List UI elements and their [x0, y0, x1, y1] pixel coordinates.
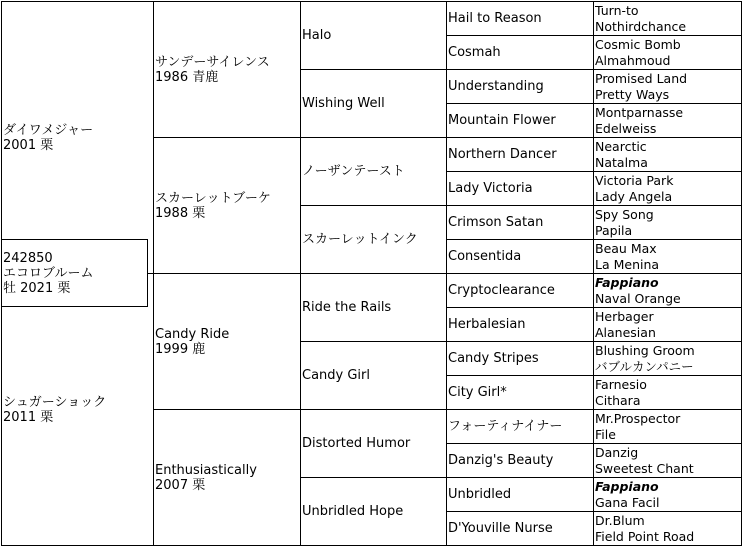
gen5-cell [593, 239, 742, 274]
gen4-cell [446, 409, 594, 444]
gen5-cell [593, 273, 742, 308]
gen4-cell [446, 307, 594, 342]
horse-name: Danzig's Beauty [448, 453, 554, 468]
horse-name: ノーザンテースト [302, 164, 405, 179]
gen4-cell [446, 103, 594, 138]
horse-name: File [595, 427, 616, 442]
sire-dam-cell [1, 273, 154, 546]
gen4-cell [446, 69, 594, 104]
horse-name: シュガーショック [3, 394, 107, 410]
horse-name: Nearctic [595, 139, 647, 154]
gen4-cell [446, 341, 594, 376]
horse-name: スカーレットインク [302, 232, 418, 247]
horse-name: Fappiano [595, 479, 659, 494]
horse-name: Danzig [595, 445, 639, 460]
gen3-cell [300, 409, 447, 478]
gen4-cell [446, 1, 594, 36]
gen5-cell [593, 35, 742, 70]
horse-name: Herbalesian [448, 317, 526, 332]
horse-name: Montparnasse [595, 105, 684, 120]
horse-name: Hail to Reason [448, 11, 542, 26]
horse-name: Sweetest Chant [595, 461, 694, 476]
grandparent-cell [153, 137, 301, 274]
horse-name: Candy Stripes [448, 351, 539, 366]
horse-info: 1986 青鹿 [155, 69, 219, 85]
gen5-cell [593, 341, 742, 376]
sire-dam-cell [1, 1, 154, 274]
gen4-cell [446, 239, 594, 274]
horse-info: 2011 栗 [3, 409, 54, 425]
horse-name: Enthusiastically [155, 462, 257, 478]
horse-name: Spy Song [595, 207, 654, 222]
gen4-cell [446, 137, 594, 172]
horse-name: Northern Dancer [448, 147, 557, 162]
horse-name: Unbridled [448, 487, 512, 502]
gen5-cell [593, 477, 742, 512]
subject-name: エコロブルーム [3, 265, 94, 281]
horse-name: Nothirdchance [595, 19, 687, 34]
horse-name: Naval Orange [595, 291, 681, 306]
gen4-cell [446, 205, 594, 240]
horse-name: Consentida [448, 249, 522, 264]
horse-name: Mountain Flower [448, 113, 556, 128]
gen5-cell [593, 205, 742, 240]
horse-name: Cosmah [448, 45, 501, 60]
gen5-cell [593, 171, 742, 206]
gen3-cell [300, 137, 447, 206]
horse-name: Wishing Well [302, 96, 385, 111]
horse-name: Lady Victoria [448, 181, 533, 196]
horse-info: 1988 栗 [155, 205, 206, 221]
horse-name: Dr.Blum [595, 513, 645, 528]
gen5-cell [593, 375, 742, 410]
horse-name: Candy Ride [155, 326, 230, 342]
horse-name: Papila [595, 223, 633, 238]
horse-name: Alanesian [595, 325, 656, 340]
horse-name: Cryptoclearance [448, 283, 555, 298]
gen3-cell [300, 477, 447, 546]
gen3-cell [300, 69, 447, 138]
gen5-cell [593, 137, 742, 172]
gen5-cell [593, 69, 742, 104]
gen5-cell [593, 409, 742, 444]
horse-name: Victoria Park [595, 173, 674, 188]
horse-name: サンデーサイレンス [155, 54, 270, 70]
grandparent-cell [153, 1, 301, 138]
horse-name: Beau Max [595, 241, 657, 256]
horse-name: Natalma [595, 155, 648, 170]
horse-name: Ride the Rails [302, 300, 392, 315]
gen3-cell [300, 341, 447, 410]
horse-name: Turn-to [595, 3, 639, 18]
horse-name: D'Youville Nurse [448, 521, 553, 536]
horse-info: 2001 栗 [3, 137, 54, 153]
horse-info: 1999 鹿 [155, 341, 206, 357]
gen5-cell [593, 1, 742, 36]
horse-name: La Menina [595, 257, 660, 272]
horse-name: Almahmoud [595, 53, 671, 68]
horse-name: Cosmic Bomb [595, 37, 681, 52]
gen5-cell [593, 511, 742, 546]
gen3-cell [300, 273, 447, 342]
gen4-cell [446, 273, 594, 308]
gen4-cell [446, 511, 594, 546]
horse-name: Lady Angela [595, 189, 673, 204]
subject-cell [1, 239, 148, 307]
horse-name: Candy Girl [302, 368, 371, 383]
horse-name: Herbager [595, 309, 654, 324]
horse-name: Halo [302, 28, 332, 43]
gen5-cell [593, 307, 742, 342]
horse-name: Promised Land [595, 71, 688, 86]
horse-name: バブルカンパニー [595, 359, 694, 374]
gen3-cell [300, 205, 447, 274]
horse-name: Farnesio [595, 377, 647, 392]
gen4-cell [446, 477, 594, 512]
horse-name: フォーティナイナー [448, 419, 563, 434]
subject-id: 242850 [3, 250, 53, 266]
gen4-cell [446, 375, 594, 410]
gen4-cell [446, 35, 594, 70]
horse-name: Blushing Groom [595, 343, 695, 358]
horse-name: スカーレットブーケ [155, 190, 271, 206]
gen5-cell [593, 443, 742, 478]
gen4-cell [446, 443, 594, 478]
horse-name: ダイワメジャー [3, 122, 94, 138]
horse-name: Edelweiss [595, 121, 657, 136]
horse-name: Pretty Ways [595, 87, 670, 102]
horse-name: Fappiano [595, 275, 659, 290]
gen4-cell [446, 171, 594, 206]
horse-name: Cithara [595, 393, 641, 408]
horse-name: Field Point Road [595, 529, 695, 544]
horse-info: 2007 栗 [155, 477, 206, 493]
gen5-cell [593, 103, 742, 138]
horse-name: Gana Facil [595, 495, 660, 510]
horse-name: Understanding [448, 79, 544, 94]
horse-name: Crimson Satan [448, 215, 544, 230]
horse-name: Distorted Humor [302, 436, 411, 451]
subject-info: 牡 2021 栗 [3, 280, 71, 296]
horse-name: Unbridled Hope [302, 504, 404, 519]
gen3-cell [300, 1, 447, 70]
grandparent-cell [153, 273, 301, 410]
horse-name: City Girl* [448, 385, 507, 400]
horse-name: Mr.Prospector [595, 411, 681, 426]
grandparent-cell [153, 409, 301, 546]
